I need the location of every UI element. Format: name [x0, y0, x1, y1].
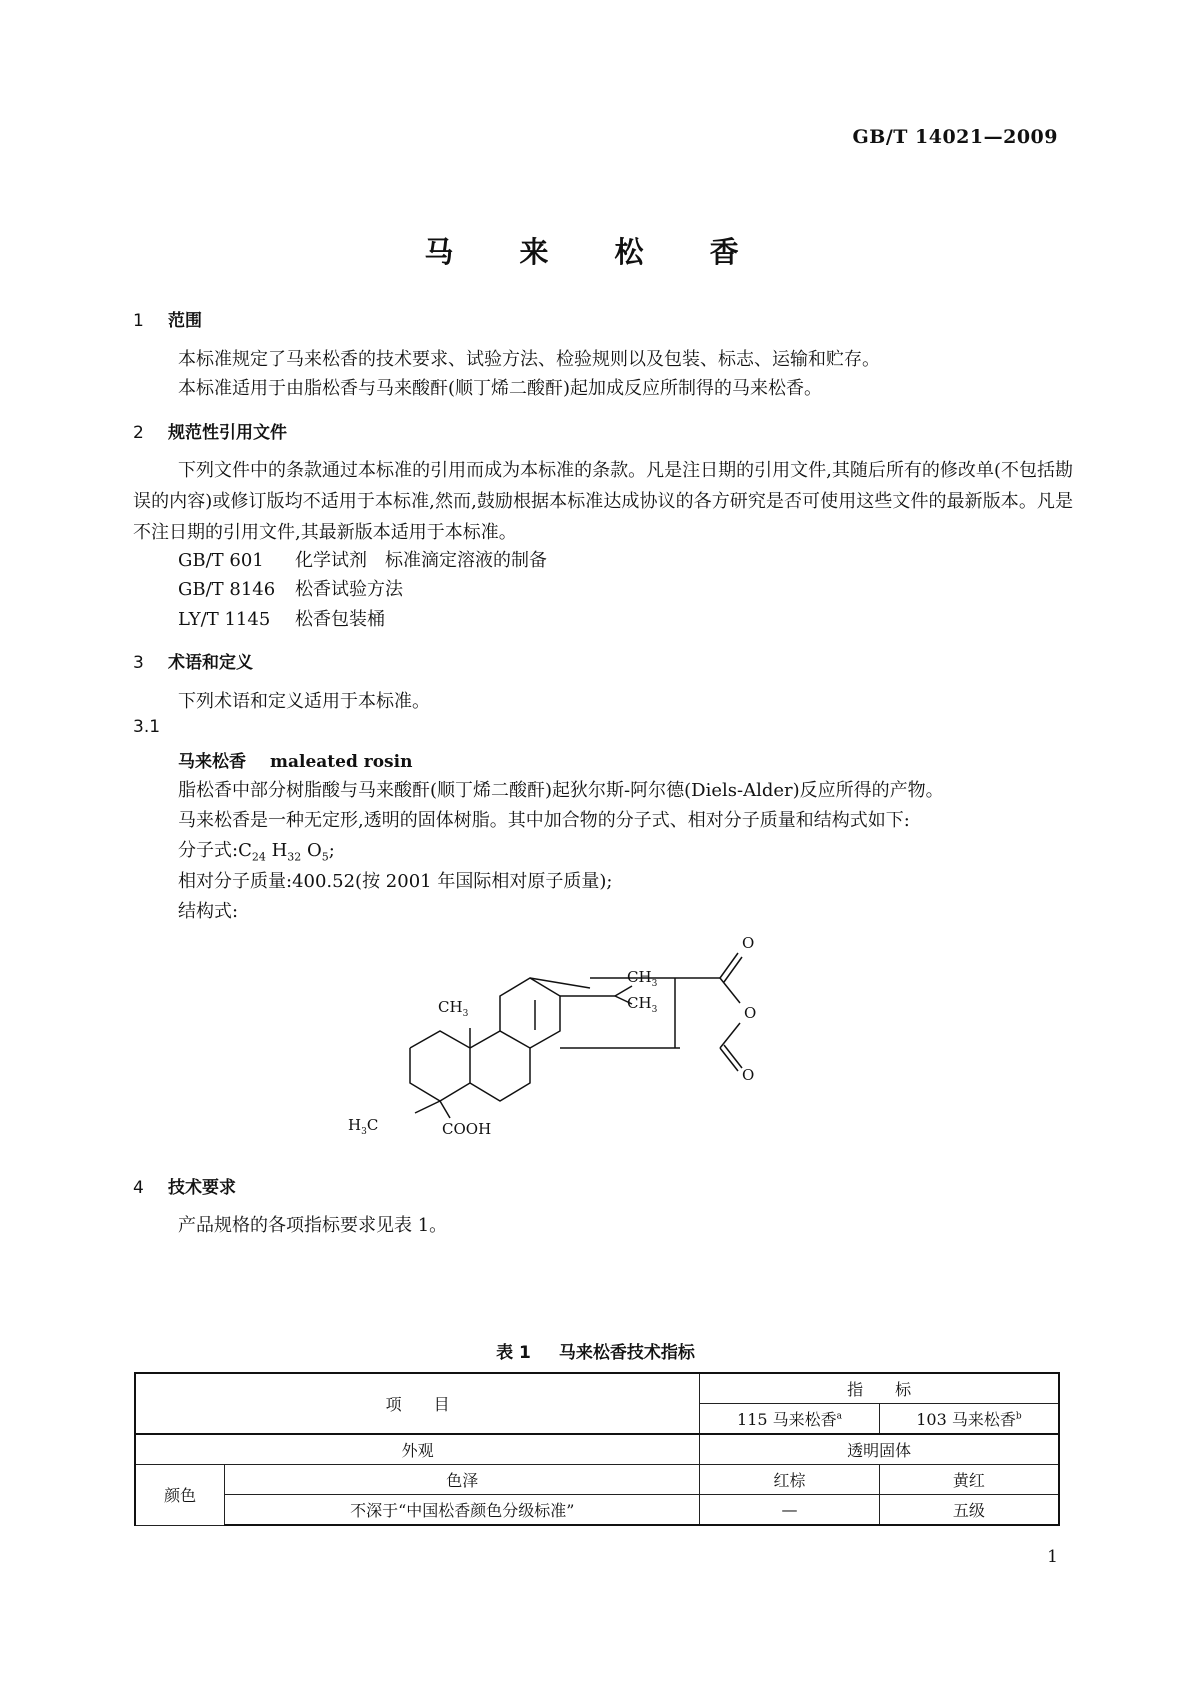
reference-code: GB/T 8146	[178, 579, 276, 600]
methyl-label-2: $CH_3$	[627, 994, 658, 1015]
methyl-label-3: $CH_3$	[438, 998, 469, 1019]
cooh-label: COOH	[442, 1120, 492, 1138]
reference-item	[178, 546, 547, 572]
standard-code: GB/T 14021—2009	[852, 126, 1058, 148]
reference-item	[178, 575, 403, 601]
oxygen-top-label: O	[742, 934, 755, 952]
section-title: 术语和定义	[168, 653, 253, 673]
section-1-paragraph-1: 本标准规定了马来松香的技术要求、试验方法、检验规则以及包装、标志、运输和贮存。	[178, 349, 880, 370]
definition-line-2: 马来松香是一种无定形,透明的固体树脂。其中加合物的分子式、相对分子质量和结构式如下:	[178, 810, 910, 831]
methyl-label-1: $CH_3$	[627, 968, 658, 989]
hue-label-cell: 色泽	[225, 1465, 700, 1495]
header-col-103: 103 马来松香$^b$	[879, 1404, 1059, 1435]
section-3-heading	[133, 648, 253, 673]
grade-value-103: 五级	[879, 1495, 1059, 1526]
reference-code: LY/T 1145	[178, 609, 271, 630]
section-number: 4	[133, 1178, 144, 1198]
ring-b	[470, 1031, 530, 1101]
ring-a	[410, 1031, 470, 1101]
section-number: 1	[133, 311, 144, 331]
section-title: 规范性引用文件	[168, 423, 287, 443]
grade-value-115: —	[700, 1495, 880, 1526]
header-item-cell: 项 目	[135, 1373, 700, 1434]
section-title: 范围	[168, 311, 202, 331]
section-title: 技术要求	[168, 1178, 236, 1198]
section-1-heading	[133, 306, 202, 331]
reference-code: GB/T 601	[178, 550, 264, 571]
section-4-heading	[133, 1173, 236, 1198]
header-col-115: 115 马来松香$^a$	[700, 1404, 880, 1435]
molecular-formula: $C_{24}$ $H_{32}$ $O_5$;	[238, 840, 335, 864]
section-1-paragraph-2: 本标准适用于由脂松香与马来酸酐(顺丁烯二酸酐)起加成反应所制得的马来松香。	[178, 378, 823, 399]
page-number: 1	[1047, 1547, 1058, 1567]
hue-value-115: 红棕	[700, 1465, 880, 1495]
definition-line-1: 脂松香中部分树脂酸与马来酸酐(顺丁烯二酸酐)起狄尔斯-阿尔德(Diels-Alder)反应所得的产物。	[178, 780, 944, 801]
color-label-cell: 颜色	[135, 1465, 225, 1526]
document-title: 马 来 松 香	[424, 235, 767, 269]
header-index-cell: 指 标	[700, 1373, 1059, 1404]
section-3-paragraph: 下列术语和定义适用于本标准。	[178, 691, 430, 712]
table-caption	[0, 1338, 1191, 1363]
appearance-value-cell: 透明固体	[700, 1434, 1059, 1465]
section-number: 3	[133, 653, 144, 673]
spec-table	[134, 1372, 1060, 1526]
hue-value-103: 黄红	[879, 1465, 1059, 1495]
h3c-label: $H_3C$	[348, 1116, 379, 1137]
reference-name: 松香试验方法	[295, 579, 403, 600]
structural-formula	[348, 934, 810, 1208]
section-4-paragraph: 产品规格的各项指标要求见表 1。	[178, 1215, 448, 1236]
oxygen-ring-label: O	[744, 1004, 757, 1022]
section-number: 2	[133, 423, 144, 443]
appearance-label-cell: 外观	[135, 1434, 700, 1465]
reference-name: 松香包装桶	[295, 609, 385, 630]
reference-name: 化学试剂 标准滴定溶液的制备	[295, 550, 547, 571]
term-heading	[178, 747, 412, 772]
section-2-paragraph: 下列文件中的条款通过本标准的引用而成为本标准的条款。凡是注日期的引用文件,其随后所有的修改单(不包括勘误的内容)或修订版均不适用于本标准,然而,鼓励根据本标准达成协议的各方研究是否可使用这些文件的最新版本。凡是不注日期的引用文件,其最新版本适用于本标准。	[133, 460, 1073, 543]
formula-label: 分子式:	[178, 840, 239, 861]
section-2-heading	[133, 418, 287, 443]
table-title: 马来松香技术指标	[558, 1343, 695, 1363]
structure-label: 结构式:	[178, 901, 239, 922]
reference-item	[178, 605, 385, 631]
term-english: maleated rosin	[270, 752, 413, 772]
term-number: 3.1	[133, 717, 161, 737]
grade-label-cell: 不深于“中国松香颜色分级标准”	[225, 1495, 700, 1526]
molecular-mass-line: 相对分子质量:400.52(按 2001 年国际相对原子质量);	[178, 871, 613, 892]
oxygen-bottom-label: O	[742, 1066, 755, 1084]
ring-c	[500, 978, 560, 1048]
table-number: 表 1	[496, 1343, 531, 1363]
term-chinese: 马来松香	[178, 752, 246, 772]
